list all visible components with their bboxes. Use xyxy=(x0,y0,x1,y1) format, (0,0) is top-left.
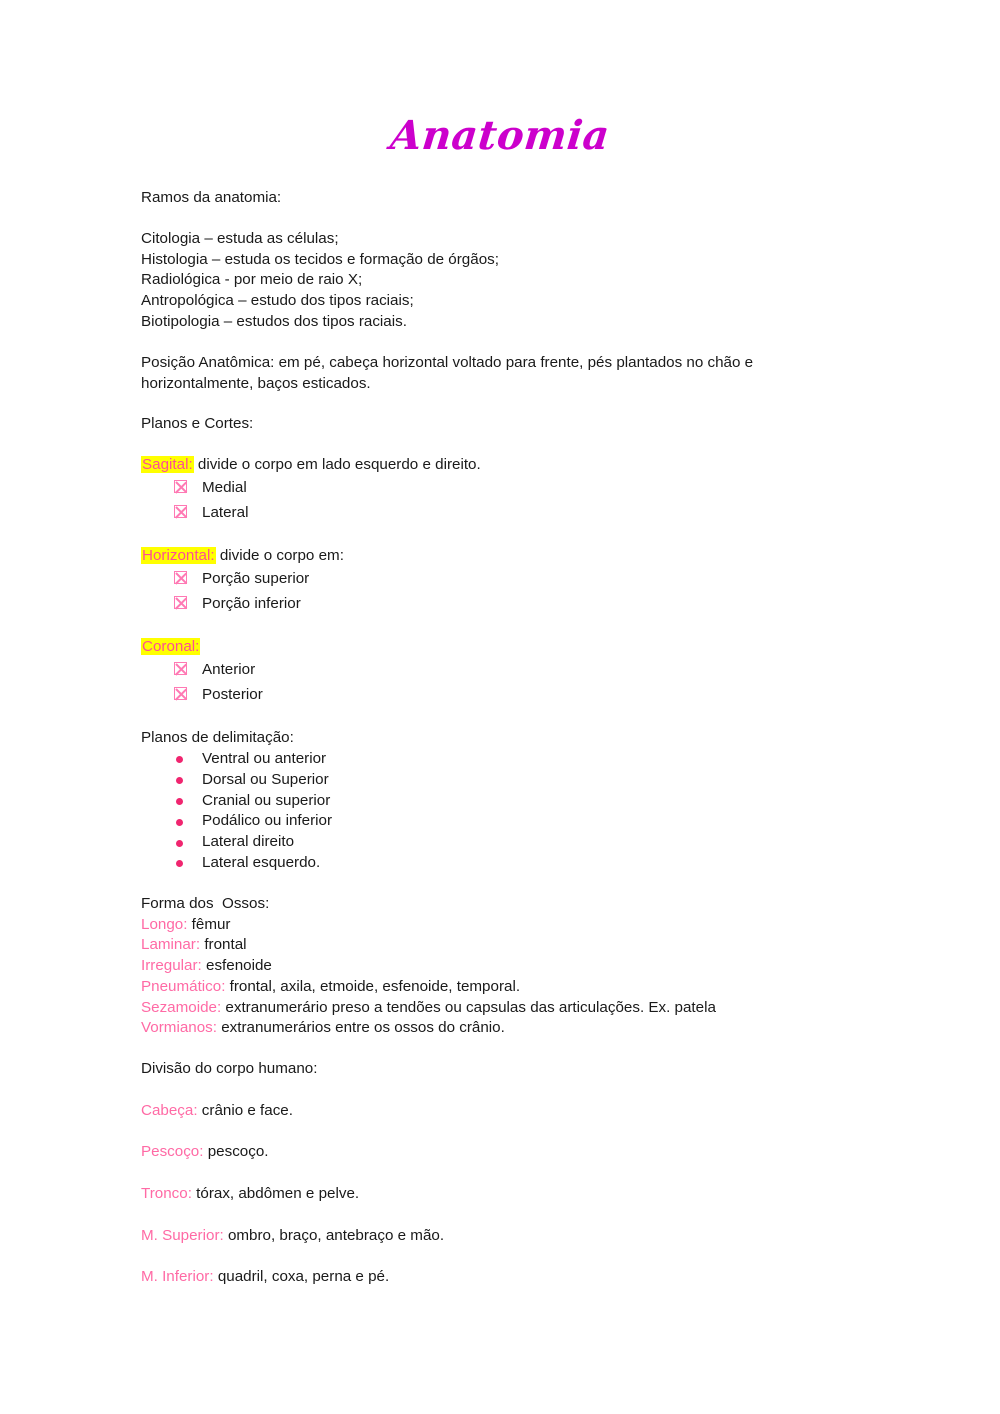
spacer xyxy=(141,435,841,455)
list-item-label: Porção superior xyxy=(202,569,310,587)
ramos-item-1: Histologia – estuda os tecidos e formação de órgãos; xyxy=(141,250,499,268)
plano-horizontal-line xyxy=(141,546,841,567)
list-item-label: Porção inferior xyxy=(202,594,301,612)
ramos-item-3: Antropológica – estudo dos tipos raciais; xyxy=(141,292,414,310)
divisao-value: ombro, braço, antebraço e mão. xyxy=(223,1226,445,1244)
list-item-label: Lateral xyxy=(202,503,249,521)
list-item xyxy=(141,832,841,853)
list-item-label: Lateral direito xyxy=(202,833,295,851)
plano-coronal-list xyxy=(141,658,841,707)
ramos-item-0: Citologia – estuda as células; xyxy=(141,229,339,247)
spacer xyxy=(141,525,841,546)
osso-pneumatico xyxy=(141,977,841,998)
plano-coronal-line xyxy=(141,637,841,658)
highlight-label-horizontal: Horizontal: xyxy=(142,547,215,565)
divisao-value: quadril, coxa, perna e pé. xyxy=(213,1268,390,1286)
osso-sezamoide xyxy=(141,998,841,1019)
osso-longo xyxy=(141,915,841,936)
plano-horizontal-list xyxy=(141,567,841,616)
checkbox-x-icon xyxy=(174,480,187,493)
list-item-label: Medial xyxy=(202,478,247,496)
divisao-membro-inferior xyxy=(141,1267,841,1288)
delimitacao-list xyxy=(141,749,841,874)
osso-value: extranumerário preso a tendões ou capsulas das articulações. Ex. patela xyxy=(221,998,716,1016)
bullet-dot-icon xyxy=(176,819,183,826)
list-item xyxy=(141,791,841,812)
osso-vormianos xyxy=(141,1018,841,1039)
ramos-item-4: Biotipologia – estudos dos tipos raciais. xyxy=(141,312,407,330)
bullet-dot-icon xyxy=(176,840,183,847)
osso-label: Longo: xyxy=(141,915,188,933)
list-item-label: Posterior xyxy=(202,685,263,703)
bullet-dot-icon xyxy=(176,777,183,784)
list-item-label: Ventral ou anterior xyxy=(202,749,327,767)
osso-laminar xyxy=(141,935,841,956)
osso-value: fêmur xyxy=(187,915,231,933)
osso-label: Sezamoide: xyxy=(141,998,222,1016)
bullet-dot-icon xyxy=(176,860,183,867)
page-title: Anatomia xyxy=(388,112,612,159)
bullet-dot-icon xyxy=(176,756,183,763)
osso-value: extranumerários entre os ossos do crânio. xyxy=(216,1019,505,1037)
divisao-cabeca xyxy=(141,1101,841,1122)
spacer xyxy=(141,874,841,894)
list-item xyxy=(141,501,841,526)
plano-sagital-description: divide o corpo em lado esquerdo e direito. xyxy=(193,456,481,474)
divisao-tronco xyxy=(141,1184,841,1205)
checkbox-x-icon xyxy=(174,571,187,584)
osso-irregular xyxy=(141,956,841,977)
checkbox-x-icon xyxy=(174,505,187,518)
list-item xyxy=(141,853,841,874)
checkbox-x-icon xyxy=(174,596,187,609)
divisao-label: Pescoço: xyxy=(141,1143,204,1161)
osso-value: frontal xyxy=(200,936,247,954)
heading-planos-delimitacao: Planos de delimitação: xyxy=(141,729,294,747)
osso-label: Vormianos: xyxy=(141,1019,217,1037)
list-item xyxy=(141,658,841,683)
divisao-value: crânio e face. xyxy=(197,1101,293,1119)
list-item-label: Lateral esquerdo. xyxy=(202,853,321,871)
divisao-label: M. Superior: xyxy=(141,1226,224,1244)
heading-forma-ossos: Forma dos Ossos: xyxy=(141,894,270,912)
divisao-pescoco xyxy=(141,1142,841,1163)
plano-sagital-list xyxy=(141,476,841,525)
list-item xyxy=(141,683,841,708)
osso-label: Laminar: xyxy=(141,936,201,954)
plano-sagital-line xyxy=(141,455,841,476)
paragraph-posicao-anatomica: Posição Anatômica: em pé, cabeça horizontal voltado para frente, pés plantados no chão e horizontalmente, baços esticados. xyxy=(141,353,758,392)
osso-value: frontal, axila, etmoide, esfenoide, temporal. xyxy=(225,977,521,995)
highlight-label-sagital: Sagital: xyxy=(142,456,193,474)
list-item-label: Anterior xyxy=(202,660,256,678)
list-item xyxy=(141,592,841,617)
list-item xyxy=(141,749,841,770)
divisao-membro-superior xyxy=(141,1226,841,1247)
list-item xyxy=(141,770,841,791)
divisao-value: tórax, abdômen e pelve. xyxy=(191,1185,360,1203)
plano-horizontal-description: divide o corpo em: xyxy=(215,547,344,565)
list-item-label: Cranial ou superior xyxy=(202,791,331,809)
heading-divisao-corpo: Divisão do corpo humano: xyxy=(141,1060,318,1078)
spacer xyxy=(141,209,841,229)
checkbox-x-icon xyxy=(174,687,187,700)
ramos-item-2: Radiológica - por meio de raio X; xyxy=(141,271,363,289)
osso-value: esfenoide xyxy=(201,957,272,975)
spacer xyxy=(141,707,841,728)
spacer xyxy=(141,333,841,353)
list-item-label: Podálico ou inferior xyxy=(202,812,333,830)
divisao-label: M. Inferior: xyxy=(141,1268,214,1286)
list-item xyxy=(141,476,841,501)
document-body xyxy=(141,188,841,1288)
list-item xyxy=(141,811,841,832)
heading-ramos: Ramos da anatomia: xyxy=(141,189,282,206)
divisao-value: pescoço. xyxy=(203,1143,269,1161)
divisao-label: Cabeça: xyxy=(141,1101,198,1119)
osso-label: Irregular: xyxy=(141,957,202,975)
spacer xyxy=(141,394,841,414)
spacer xyxy=(141,616,841,637)
divisao-label: Tronco: xyxy=(141,1185,192,1203)
checkbox-x-icon xyxy=(174,662,187,675)
osso-label: Pneumático: xyxy=(141,977,226,995)
spacer xyxy=(141,1039,841,1059)
heading-planos-cortes: Planos e Cortes: xyxy=(141,415,254,433)
list-item-label: Dorsal ou Superior xyxy=(202,770,329,788)
bullet-dot-icon xyxy=(176,798,183,805)
list-item xyxy=(141,567,841,592)
highlight-label-coronal: Coronal: xyxy=(142,638,200,656)
